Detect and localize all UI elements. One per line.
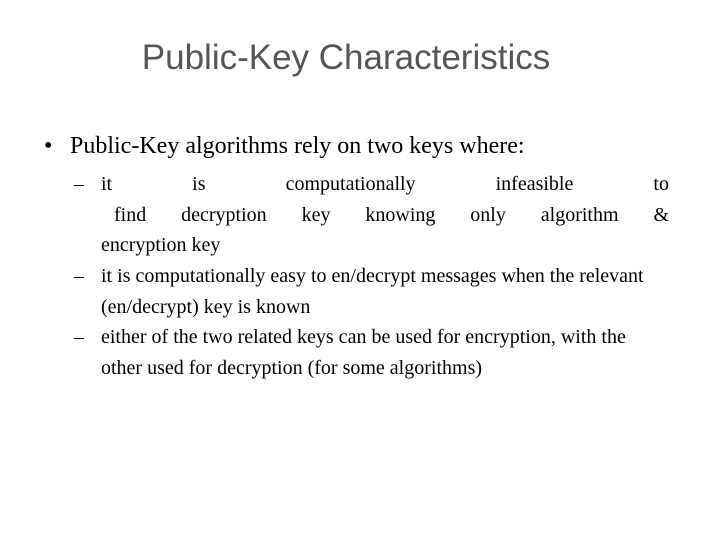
slide-title: Public-Key Characteristics — [141, 38, 551, 77]
sub-bullet-1 — [74, 169, 669, 261]
sub-bullet-line: it is computationally infeasible to — [101, 173, 669, 195]
bullet-marker: • — [44, 133, 53, 159]
bullet-text: Public-Key algorithms rely on two keys where: — [70, 133, 525, 159]
sub-bullet-marker: – — [74, 326, 84, 348]
sub-bullet-line: find decryption key knowing only algorithm & — [114, 203, 669, 226]
sub-bullet-line: encryption key — [101, 234, 221, 256]
sub-bullet-text: it is computationally easy to en/decrypt messages when the relevant (en/decrypt) key is known — [101, 265, 644, 318]
main-bullet — [44, 133, 525, 160]
sub-bullet-marker: – — [74, 173, 84, 195]
sub-bullet-text — [101, 169, 669, 261]
sub-bullet-3 — [74, 322, 669, 383]
sub-bullet-marker: – — [74, 265, 84, 287]
sub-bullet-text: either of the two related keys can be used for encryption, with the other used for decryption (for some algorithms) — [101, 326, 626, 379]
sub-bullet-2 — [74, 261, 669, 322]
